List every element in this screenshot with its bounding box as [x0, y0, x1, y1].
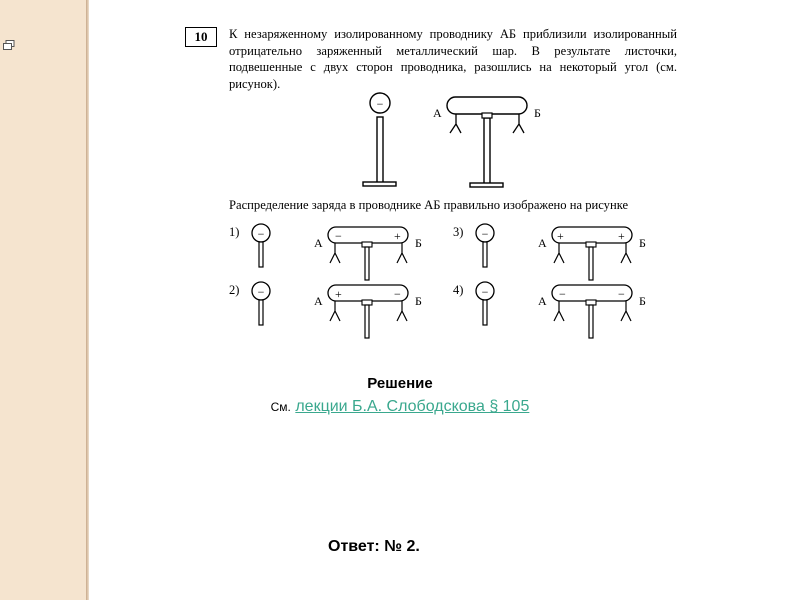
solution-title: Решение: [367, 375, 433, 392]
option-4[interactable]: [453, 282, 646, 338]
option-left-sign: +: [335, 287, 342, 301]
solution-reference: [0, 398, 800, 416]
option-left-sign: −: [335, 229, 342, 243]
option-right-sign: −: [394, 287, 401, 301]
lecture-link[interactable]: лекции Б.А. Слободскова § 105: [295, 398, 530, 415]
main-label-a: А: [433, 106, 442, 120]
option-2[interactable]: [229, 282, 422, 338]
main-label-b: Б: [534, 106, 541, 120]
option-right-sign: +: [618, 229, 625, 243]
option-left-sign: +: [557, 229, 564, 243]
question-text: Распределение заряда в проводнике АБ правильно изображено на рисунке: [229, 198, 629, 212]
option-3[interactable]: [453, 224, 646, 280]
option-number: 3): [453, 225, 464, 239]
option-label-a: А: [314, 236, 323, 250]
option-1[interactable]: [229, 224, 422, 280]
option-ball-sign: −: [481, 285, 489, 299]
main-ball-sign: −: [376, 97, 384, 111]
main-ball-stand: [363, 93, 396, 186]
option-left-sign: −: [559, 287, 566, 301]
option-label-a: А: [538, 294, 547, 308]
solution-prefix: См.: [270, 400, 291, 414]
option-number: 1): [229, 225, 240, 239]
option-label-b: Б: [415, 294, 422, 308]
problem-text: К незаряженному изолированному проводнику АБ приблизили изолированный отрицательно заряженный металлический шар. В результате листочки, подвешенные с двух сторон проводника, разошлись на некоторый угол (см. рисунок).: [229, 27, 677, 91]
option-label-a: А: [538, 236, 547, 250]
option-right-sign: −: [618, 287, 625, 301]
option-number: 2): [229, 283, 240, 297]
option-number: 4): [453, 283, 464, 297]
option-label-a: А: [314, 294, 323, 308]
answer-text: Ответ: № 2.: [328, 538, 420, 555]
option-ball-sign: −: [257, 227, 265, 241]
option-ball-sign: −: [481, 227, 489, 241]
option-right-sign: +: [394, 229, 401, 243]
problem-number-box: 10: [185, 27, 217, 47]
option-ball-sign: −: [257, 285, 265, 299]
option-label-b: Б: [415, 236, 422, 250]
option-label-b: Б: [639, 236, 646, 250]
option-label-b: Б: [639, 294, 646, 308]
main-conductor: [433, 97, 541, 187]
